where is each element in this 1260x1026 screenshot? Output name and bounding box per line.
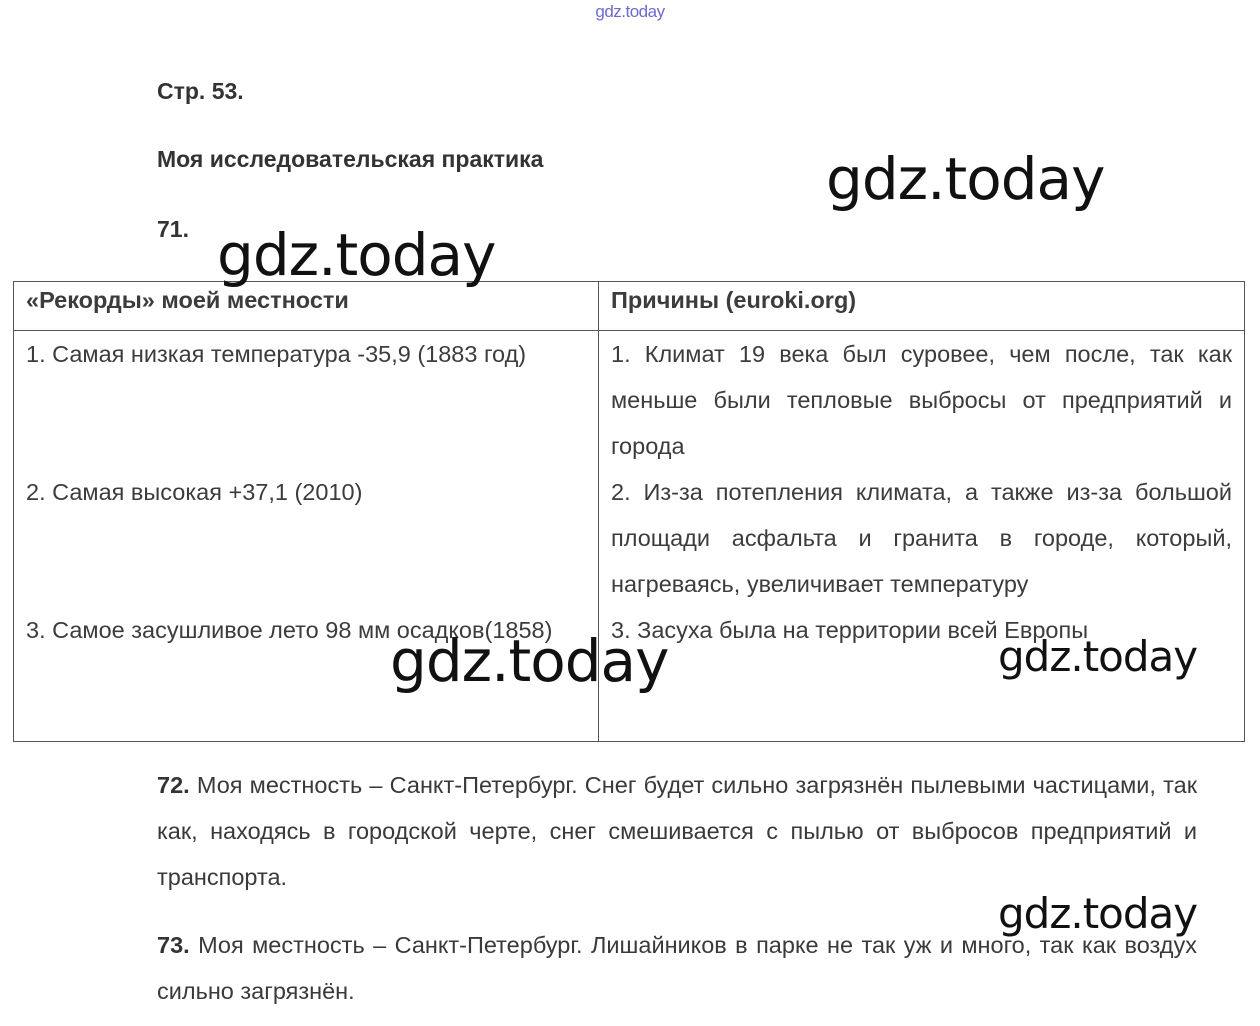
task-72 (157, 762, 1197, 900)
reason-item: 2. Из-за потепления климата, а также из-за большой площади асфальта и гранита в городе, который, нагреваясь, увеличивает температуру (611, 479, 1232, 597)
section-title: Моя исследовательская практика (157, 146, 544, 172)
watermark: gdz.today (998, 632, 1198, 681)
task-73-number: 73. (157, 932, 190, 958)
watermark: gdz.today (826, 145, 1105, 213)
reason-item: 1. Климат 19 века был суровее, чем после, так как меньше были тепловые выбросы от предприятий и города (611, 341, 1232, 459)
watermark: gdz.today (998, 889, 1198, 938)
top-watermark: gdz.today (595, 2, 665, 21)
header-records: «Рекорды» моей местности (14, 282, 599, 331)
page-reference: Стр. 53. (157, 78, 244, 104)
record-item: 3. Самое засушливое лето 98 мм осадков(1858) (26, 617, 553, 643)
task-71-number: 71. (157, 216, 189, 242)
record-item: 1. Самая низкая температура -35,9 (1883 год) (26, 341, 527, 367)
watermark: gdz.today (390, 627, 669, 695)
task-72-number: 72. (157, 772, 190, 798)
reason-item: 3. Засуха была на территории всей Европы (611, 617, 1089, 643)
watermark: gdz.today (217, 221, 496, 289)
header-reasons: Причины (euroki.org) (599, 282, 1245, 331)
task-73-text: Моя местность – Санкт-Петербург. Лишайников в парке не так уж и много, так как воздух сильно загрязнён. (157, 932, 1198, 1004)
task-72-text: Моя местность – Санкт-Петербург. Снег будет сильно загрязнён пылевыми частицами, так как, находясь в городской черте, снег смешивается с пылью от выбросов предприятий и транспорта. (157, 772, 1197, 890)
table-header-row (14, 282, 1245, 331)
record-item: 2. Самая высокая +37,1 (2010) (26, 479, 363, 505)
